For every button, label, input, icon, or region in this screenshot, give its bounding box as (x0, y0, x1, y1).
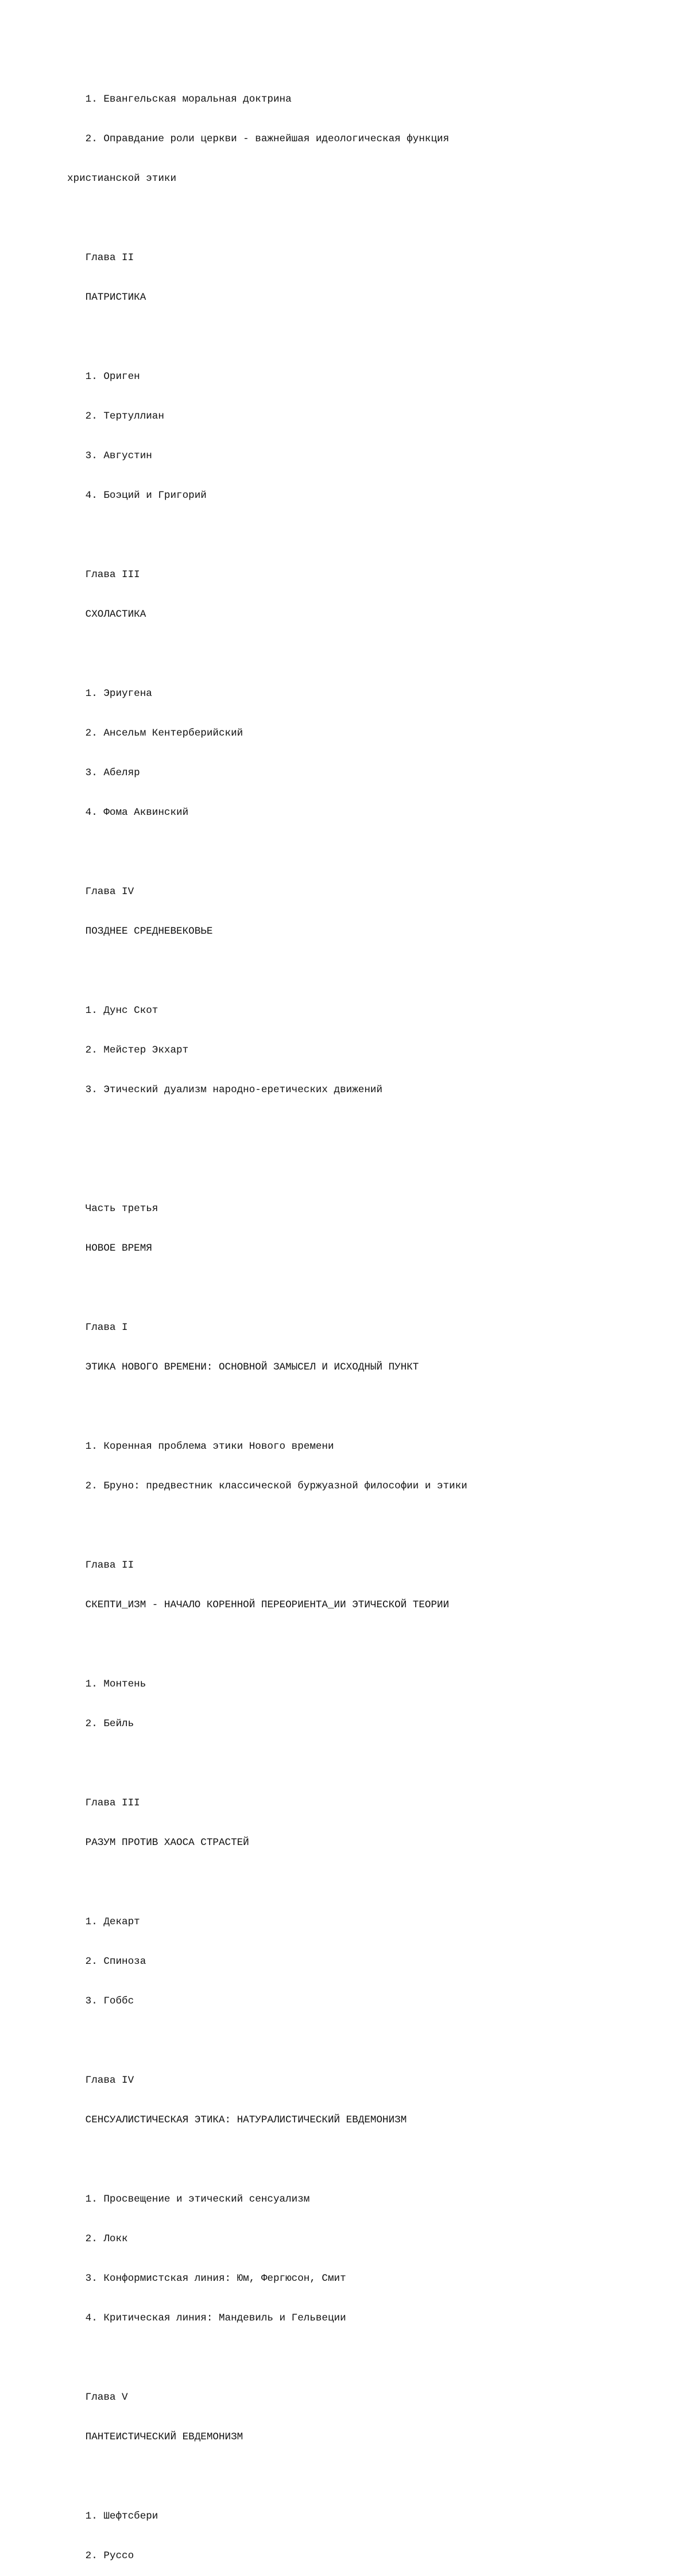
list-item: 2. Спиноза (67, 1956, 146, 1967)
list-item: 2. Руссо (67, 2550, 134, 2562)
blank-line (67, 2351, 664, 2365)
chapter-title: СЕНСУАЛИСТИЧЕСКАЯ ЭТИКА: НАТУРАЛИСТИЧЕСКИЙ ЕВДЕМОНИЗМ (67, 2114, 407, 2126)
list-item: 2. Ансельм Кентерберийский (67, 728, 243, 739)
chapter-title: РАЗУМ ПРОТИВ ХАОСА СТРАСТЕЙ (67, 1837, 249, 1848)
part-heading: Часть третья (67, 1203, 158, 1214)
blank-line (67, 1282, 664, 1295)
blank-line (67, 1638, 664, 1651)
blank-line (67, 2470, 664, 2484)
chapter-heading: Глава III (67, 1797, 140, 1809)
blank-line (67, 212, 664, 225)
blank-line (67, 648, 664, 661)
chapter-heading: Глава IV (67, 2075, 134, 2086)
document-text (67, 67, 664, 2576)
chapter-heading: Глава IV (67, 886, 134, 898)
list-item: 2. Бейль (67, 1718, 134, 1730)
list-item: 1. Коренная проблема этики Нового времени (67, 1441, 334, 1452)
list-item: 1. Дунс Скот (67, 1005, 158, 1016)
list-item: 4. Боэций и Григорий (67, 490, 207, 501)
list-item: 1. Эриугена (67, 688, 152, 699)
blank-line (67, 331, 664, 344)
chapter-heading: Глава II (67, 1560, 134, 1571)
list-item: 3. Августин (67, 450, 152, 462)
list-item: 1. Просвещение и этический сенсуализм (67, 2194, 310, 2205)
blank-line (67, 2153, 664, 2167)
list-item: 3. Абеляр (67, 767, 140, 779)
blank-line (67, 1401, 664, 1414)
blank-line (67, 2035, 664, 2048)
chapter-title: ПОЗДНЕЕ СРЕДНЕВЕКОВЬЕ (67, 926, 213, 937)
chapter-heading: Глава V (67, 2392, 128, 2403)
list-item: 2. Локк (67, 2233, 128, 2245)
list-item: 1. Шефтсбери (67, 2511, 158, 2522)
chapter-heading: Глава I (67, 1322, 128, 1333)
text-line: христианской этики (67, 173, 177, 184)
blank-line (67, 1519, 664, 1533)
blank-line (67, 1163, 664, 1176)
list-item: 3. Этический дуализм народно-еретических движений (67, 1084, 383, 1096)
part-title: НОВОЕ ВРЕМЯ (67, 1243, 152, 1254)
blank-line (67, 1123, 664, 1136)
text-line: 1. Евангельская моральная доктрина (67, 94, 292, 105)
list-item: 1. Ориген (67, 371, 140, 382)
list-item: 1. Монтень (67, 1678, 146, 1690)
chapter-heading: Глава II (67, 252, 134, 264)
chapter-heading: Глава III (67, 569, 140, 581)
blank-line (67, 1757, 664, 1770)
chapter-title: ПАНТЕИСТИЧЕСКИЙ ЕВДЕМОНИЗМ (67, 2431, 243, 2443)
list-item: 3. Гоббс (67, 1995, 134, 2007)
list-item: 2. Бруно: предвестник классической буржуазной философии и этики (67, 1480, 467, 1492)
list-item: 4. Критическая линия: Мандевиль и Гельвеции (67, 2312, 346, 2324)
chapter-title: ПАТРИСТИКА (67, 292, 146, 303)
text-line: 2. Оправдание роли церкви - важнейшая идеологическая функция (67, 133, 450, 145)
list-item: 2. Тертуллиан (67, 411, 164, 422)
chapter-title: ЭТИКА НОВОГО ВРЕМЕНИ: ОСНОВНОЙ ЗАМЫСЕЛ И ИСХОДНЫЙ ПУНКТ (67, 1362, 419, 1373)
blank-line (67, 846, 664, 859)
blank-line (67, 529, 664, 542)
list-item: 2. Мейстер Экхарт (67, 1045, 189, 1056)
chapter-title: СКЕПТИ_ИЗМ - НАЧАЛО КОРЕННОЙ ПЕРЕОРИЕНТА_ИИ ЭТИЧЕСКОЙ ТЕОРИИ (67, 1599, 450, 1611)
list-item: 4. Фома Аквинский (67, 807, 189, 818)
chapter-title: СХОЛАСТИКА (67, 609, 146, 620)
blank-line (67, 965, 664, 978)
list-item: 1. Декарт (67, 1916, 140, 1928)
blank-line (67, 1876, 664, 1889)
list-item: 3. Конформистская линия: Юм, Фергюсон, Смит (67, 2273, 346, 2284)
